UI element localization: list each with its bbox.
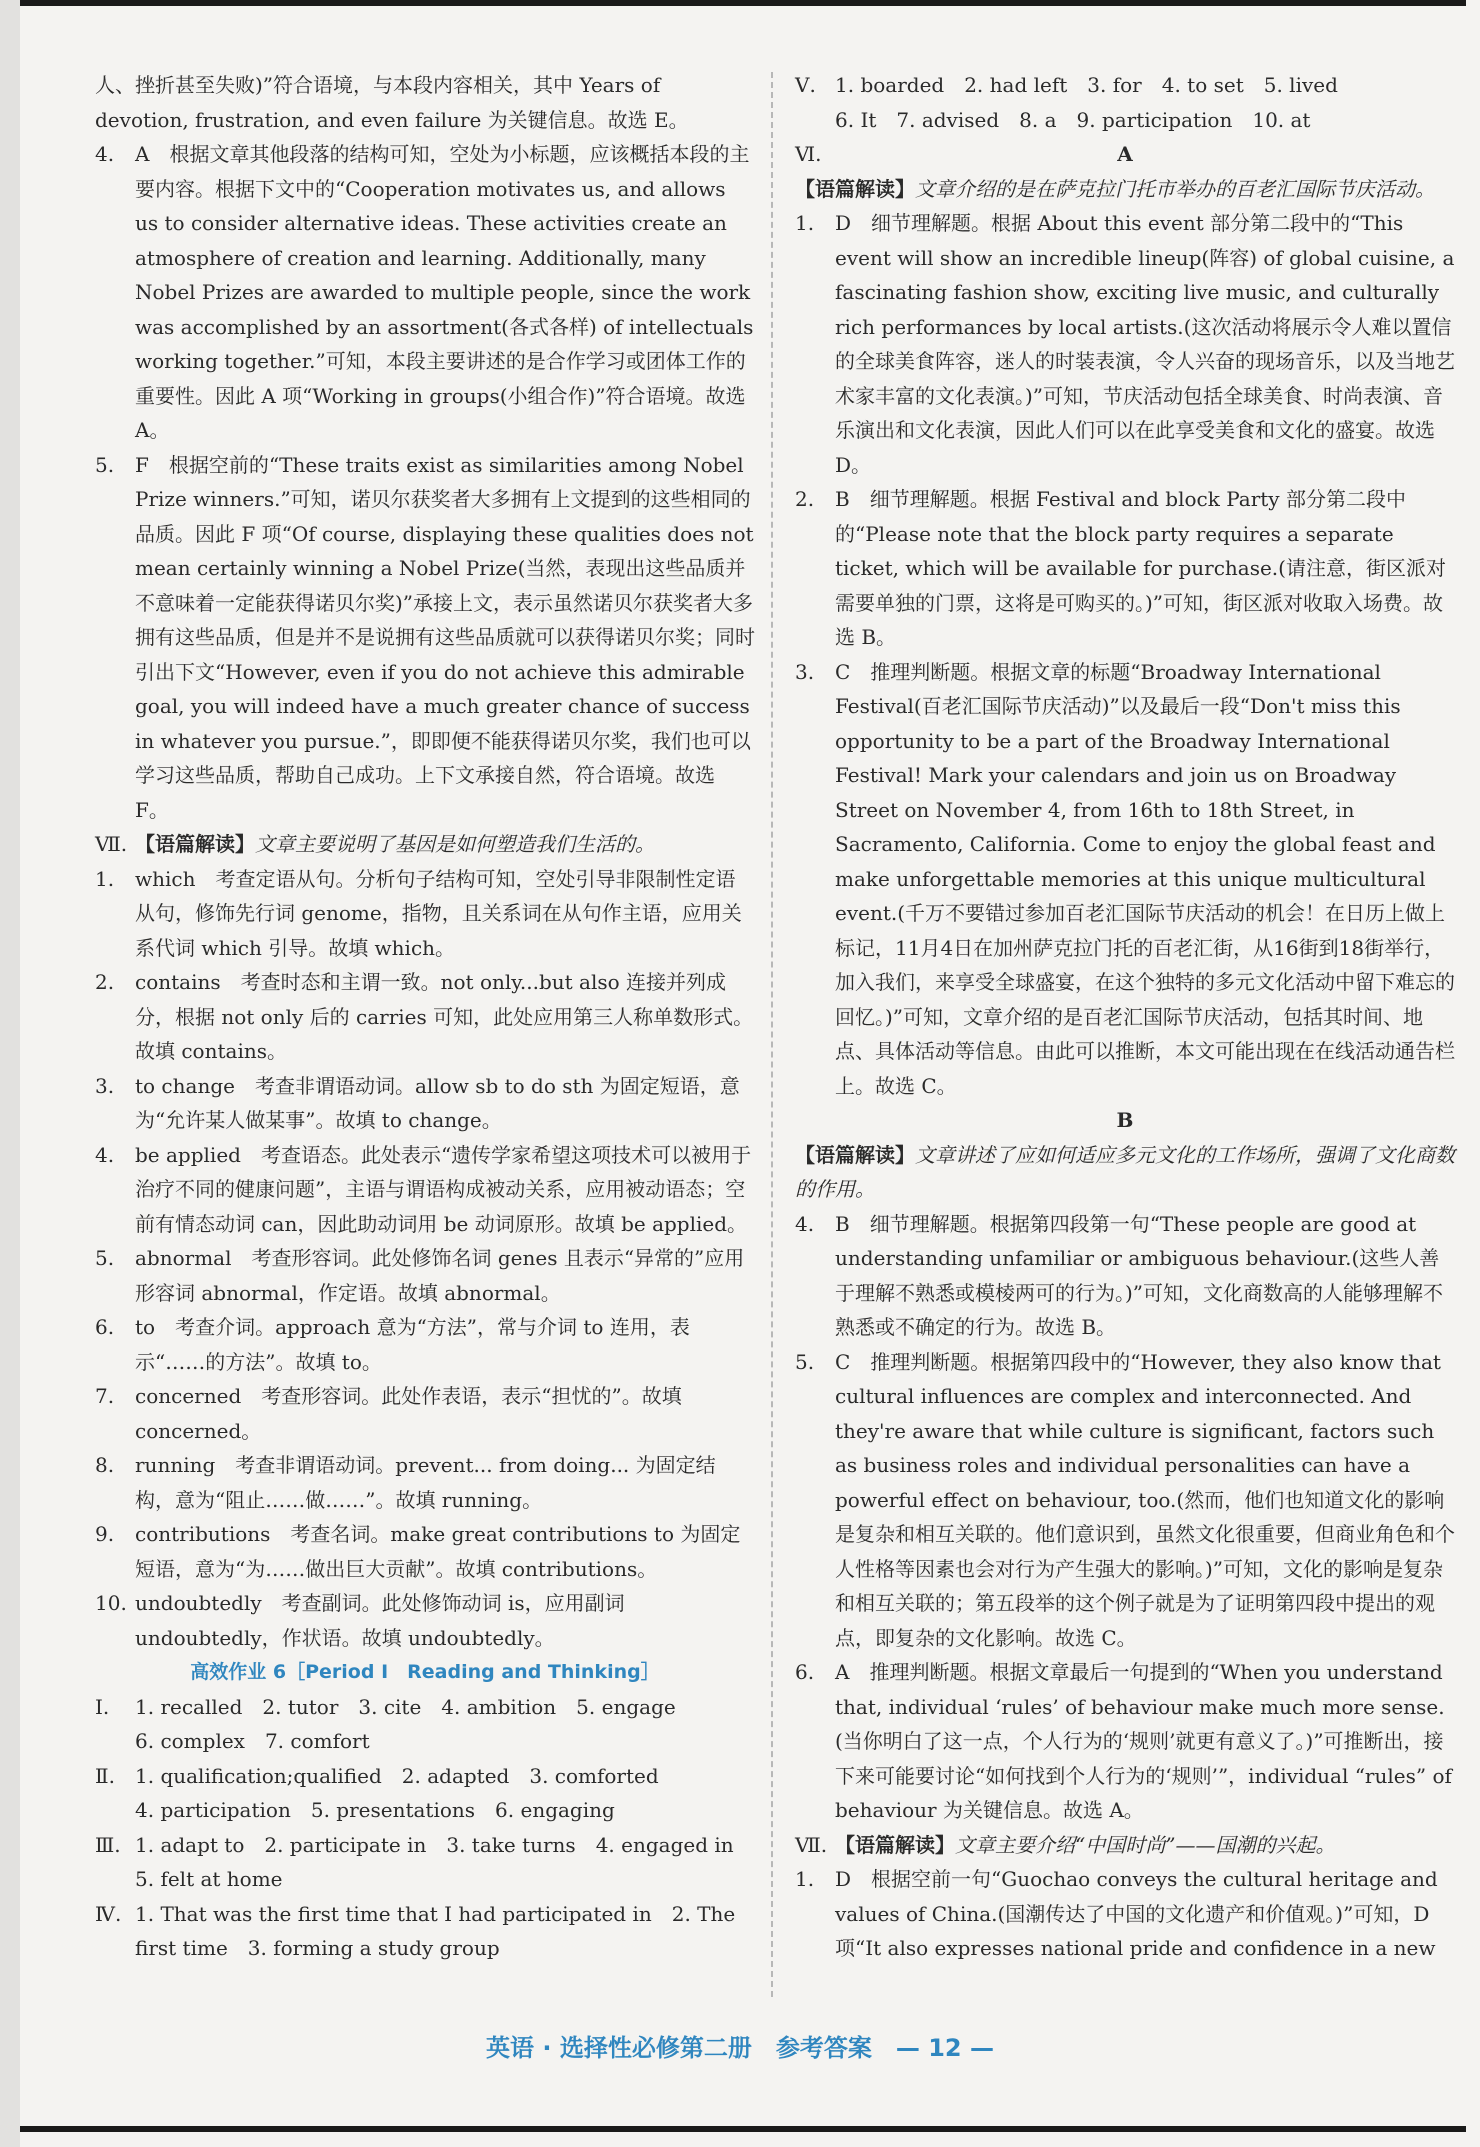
item-number: 9. <box>95 1522 115 1546</box>
item-number: 1. <box>795 211 815 235</box>
section-heading <box>795 1828 1455 1863</box>
item-text: A 推理判断题。根据文章最后一句提到的“When you understand that, individual ‘rules’ of behaviour make much more sense.(当你明白了这一点，个人行为的‘规则’就更有意义了。)”可推断出，接下来可能要讨论“如何找到个人行为的‘规则’”，individual “rules” of behaviour 为关键信息。故选 A。 <box>835 1660 1452 1822</box>
item-number: 10. <box>95 1591 127 1615</box>
item-text: B 细节理解题。根据 Festival and block Party 部分第二段中的“Please note that the block party requires a separate ticket, which will be available for purchase.(请注意，街区派对需要单独的门票，这将是可购买的。)”可知，街区派对收取入场费。故选 B。 <box>835 487 1446 649</box>
passage-note-label: 【语篇解读】 <box>835 1832 955 1857</box>
answer-row: 1. adapt to 2. participate in 3. take turns 4. engaged in <box>135 1832 734 1857</box>
section-number: Ⅶ. <box>95 832 128 856</box>
answer-item <box>795 1862 1455 1966</box>
item-text: D 细节理解题。根据 About this event 部分第二段中的“This event will show an incredible lineup(阵容) of global cuisine, a fascinating fashion show, exciting live music, and culturally rich performances by local artists.(这次活动将展示令人难以置信的全球美食阵容，迷人的时装表演，令人兴奋的现场音乐，以及当地艺术家丰富的文化表演。)”可知，节庆活动包括全球美食、时尚表演、音乐演出和文化表演，因此人们可以在此享受美食和文化的盛宴。故选 D。 <box>835 211 1455 477</box>
item-text: abnormal 考查形容词。此处修饰名词 genes 且表示“异常的”应用形容词 abnormal，作定语。故填 abnormal。 <box>135 1246 745 1305</box>
passage-note-label: 【语篇解读】 <box>795 1142 915 1167</box>
page-footer: 英语 · 选择性必修第二册 参考答案 — 12 — <box>486 2034 994 2062</box>
item-number: 5. <box>95 1246 115 1270</box>
item-number: 4. <box>95 1142 115 1167</box>
answer-item <box>95 137 755 448</box>
section-number: Ⅴ. <box>795 73 816 97</box>
section-heading <box>95 827 755 862</box>
section-number: Ⅵ. <box>795 142 822 166</box>
answer-row: 1. boarded 2. had left 3. for 4. to set 5. lived <box>835 73 1338 97</box>
item-text: C 推理判断题。根据文章的标题“Broadway International Festival(百老汇国际节庆活动)”以及最后一段“Don't miss this opportunity to be a part of the Broadway International Festival! Mark your calendars and join us on Broadway Street on November 4, from 16th to 18th Street, in Sacramento, California. Come to enjoy the global feast and make unforgettable memories at this unique multicultural event.(千万不要错过参加百老汇国际节庆活动的机会！在日历上做上标记，11月4日在加州萨克拉门托的百老汇街，从16街到18街举行，加入我们，来享受全球盛宴，在这个独特的多元文化活动中留下难忘的回忆。)”可知，文章介绍的是百老汇国际节庆活动，包括其时间、地点、具体活动等信息。由此可以推断，本文可能出现在在线活动通告栏上。故选 C。 <box>835 659 1455 1098</box>
passage-letter: A <box>1117 142 1133 166</box>
passage-note-label: 【语篇解读】 <box>795 176 915 201</box>
passage-note-label: 【语篇解读】 <box>135 832 255 856</box>
column-divider <box>771 72 773 1997</box>
section-number: Ⅱ. <box>95 1763 115 1788</box>
answer-item <box>95 965 755 1069</box>
top-border <box>20 0 1466 6</box>
bottom-border <box>20 2126 1466 2132</box>
answer-item <box>95 1241 755 1310</box>
item-text: D 根据空前一句“Guochao conveys the cultural heritage and values of China.(国潮传达了中国的文化遗产和价值观。)”可知，D 项“It also expresses national pride and confidence in a new <box>835 1867 1438 1960</box>
passage-note <box>795 1138 1455 1207</box>
item-number: 2. <box>795 487 815 511</box>
item-number: 6. <box>795 1660 815 1684</box>
answer-group <box>95 1759 755 1828</box>
item-number: 5. <box>795 1349 815 1374</box>
passage-note <box>795 172 1455 207</box>
answer-item <box>95 1069 755 1138</box>
item-number: 1. <box>95 866 115 891</box>
item-text: undoubtedly 考查副词。此处修饰动词 is，应用副词 undoubtedly，作状语。故填 undoubtedly。 <box>135 1591 625 1650</box>
answer-item <box>795 1345 1455 1656</box>
answer-row: 1. qualification;qualified 2. adapted 3. comforted <box>135 1763 659 1788</box>
answer-group <box>95 1690 755 1759</box>
item-number: 3. <box>795 659 815 684</box>
item-number: 1. <box>795 1867 815 1891</box>
answer-item <box>795 1655 1455 1828</box>
answer-row: 6. It 7. advised 8. a 9. participation 10. at <box>835 107 1311 132</box>
answer-item <box>795 655 1455 1104</box>
answer-item <box>95 1517 755 1586</box>
answer-row: 4. participation 5. presentations 6. engaging <box>135 1798 615 1822</box>
passage-note-text: 文章主要介绍“中国时尚”——国潮的兴起。 <box>955 1832 1336 1857</box>
answer-item <box>95 1138 755 1242</box>
item-number: 2. <box>95 970 115 994</box>
item-text: F 根据空前的“These traits exist as similarities among Nobel Prize winners.”可知，诺贝尔获奖者大多拥有上文提到的这些相同的品质。因此 F 项“Of course, displaying these qualities does not mean certainly winning a Nobel Prize(当然，表现出这些品质并不意味着一定能获得诺贝尔奖)”承接上文，表示虽然诺贝尔获奖者大多拥有这些品质，但是并不是说拥有这些品质就可以获得诺贝尔奖；同时引出下文“However, even if you do not achieve this admirable goal, you will indeed have a much greater chance of success in whatever you pursue.”，即即便不能获得诺贝尔奖，我们也可以学习这些品质，帮助自己成功。上下文承接自然，符合语境。故选 F。 <box>135 452 755 822</box>
left-column <box>95 68 755 1966</box>
section-number: Ⅰ. <box>95 1694 110 1719</box>
answer-continuation: 人、挫折甚至失败)”符合语境，与本段内容相关，其中 Years of devotion, frustration, and even failure 为关键信息。故选 E。 <box>95 73 689 132</box>
answer-item <box>95 1379 755 1448</box>
answer-item <box>795 206 1455 482</box>
homework-title: 高效作业 6［Period Ⅰ Reading and Thinking］ <box>190 1661 660 1683</box>
item-text: A 根据文章其他段落的结构可知，空处为小标题，应该概括本段的主要内容。根据下文中的“Cooperation motivates us, and allows us to consider alternative ideas. These activities create an atmosphere of creation and learning. Additionally, many Nobel Prizes are awarded to multiple people, since the work was accomplished by an assortment(各式各样) of intellectuals working together.”可知，本段主要讲述的是合作学习或团体工作的重要性。因此 A 项“Working in groups(小组合作)”符合语境。故选 A。 <box>135 142 754 442</box>
answer-group <box>95 1897 755 1966</box>
item-number: 4. <box>795 1211 815 1236</box>
answer-item <box>95 1586 755 1655</box>
answer-item <box>95 1448 755 1517</box>
answer-row: 5. felt at home <box>135 1867 283 1891</box>
answer-row: first time 3. forming a study group <box>135 1936 500 1960</box>
item-text: concerned 考查形容词。此处作表语，表示“担忧的”。故填 concerned。 <box>135 1384 682 1443</box>
answer-item <box>795 482 1455 655</box>
right-column <box>795 68 1455 1966</box>
section-number: Ⅳ. <box>95 1901 122 1926</box>
answer-row: 6. complex 7. comfort <box>135 1729 370 1753</box>
passage-note-text: 文章讲述了应如何适应多元文化的工作场所，强调了文化商数的作用。 <box>795 1142 1455 1201</box>
section-number: Ⅲ. <box>95 1832 121 1857</box>
item-text: B 细节理解题。根据第四段第一句“These people are good at understanding unfamiliar or ambiguous behaviour.(这些人善于理解不熟悉或模棱两可的行为。)”可知，文化商数高的人能够理解不熟悉或不确定的行为。故选 B。 <box>835 1211 1444 1339</box>
section-number: Ⅶ. <box>795 1832 828 1857</box>
item-text: which 考查定语从句。分析句子结构可知，空处引导非限制性定语从句，修饰先行词 genome，指物，且关系词在从句作主语，应用关系代词 which 引导。故填 which。 <box>135 866 742 960</box>
item-text: contributions 考查名词。make great contributions to 为固定短语，意为“为……做出巨大贡献”。故填 contributions。 <box>135 1522 741 1581</box>
answer-item <box>95 1310 755 1379</box>
answer-item <box>795 1207 1455 1345</box>
item-number: 7. <box>95 1384 115 1408</box>
item-text: be applied 考查语态。此处表示“遗传学家希望这项技术可以被用于治疗不同的健康问题”，主语与谓语构成被动关系，应用被动语态；空前有情态动词 can，因此助动词用 be 动词原形。故填 be applied。 <box>135 1142 752 1236</box>
passage-note-text: 文章介绍的是在萨克拉门托市举办的百老汇国际节庆活动。 <box>915 176 1435 201</box>
item-number: 3. <box>95 1073 115 1098</box>
item-number: 5. <box>95 452 115 477</box>
item-text: to change 考查非谓语动词。allow sb to do sth 为固定短语，意为“允许某人做某事”。故填 to change。 <box>135 1073 740 1132</box>
answer-item <box>95 862 755 966</box>
passage-letter: B <box>1116 1108 1134 1132</box>
item-number: 4. <box>95 142 115 166</box>
answer-row: 1. That was the first time that I had participated in 2. The <box>135 1901 736 1926</box>
answer-group <box>795 68 1455 137</box>
answer-item <box>95 448 755 828</box>
item-number: 8. <box>95 1453 115 1477</box>
page-edge-shadow <box>0 0 20 2147</box>
item-text: to 考查介词。approach 意为“方法”，常与介词 to 连用，表示“……的方法”。故填 to。 <box>135 1315 690 1374</box>
passage-note-text: 文章主要说明了基因是如何塑造我们生活的。 <box>255 832 655 856</box>
item-number: 6. <box>95 1315 115 1339</box>
item-text: running 考查非谓语动词。prevent... from doing... 为固定结构，意为“阻止……做……”。故填 running。 <box>135 1453 716 1512</box>
item-text: contains 考查时态和主谓一致。not only...but also 连接并列成分，根据 not only 后的 carries 可知，此处应用第三人称单数形式。故填 contains。 <box>135 970 754 1063</box>
item-text: C 推理判断题。根据第四段中的“However, they also know that cultural influences are complex and interconnected. And they're aware that while culture is significant, factors such as business roles and individual personalities can have a powerful effect on behaviour, too.(然而，他们也知道文化的影响是复杂和相互关联的。他们意识到，虽然文化很重要，但商业角色和个人性格等因素也会对行为产生强大的影响。)”可知，文化的影响是复杂和相互关联的；第五段举的这个例子就是为了证明第四段中提出的观点，即复杂的文化影响。故选 C。 <box>835 1349 1455 1650</box>
answer-row: 1. recalled 2. tutor 3. cite 4. ambition 5. engage <box>135 1694 676 1719</box>
answer-group <box>95 1828 755 1897</box>
